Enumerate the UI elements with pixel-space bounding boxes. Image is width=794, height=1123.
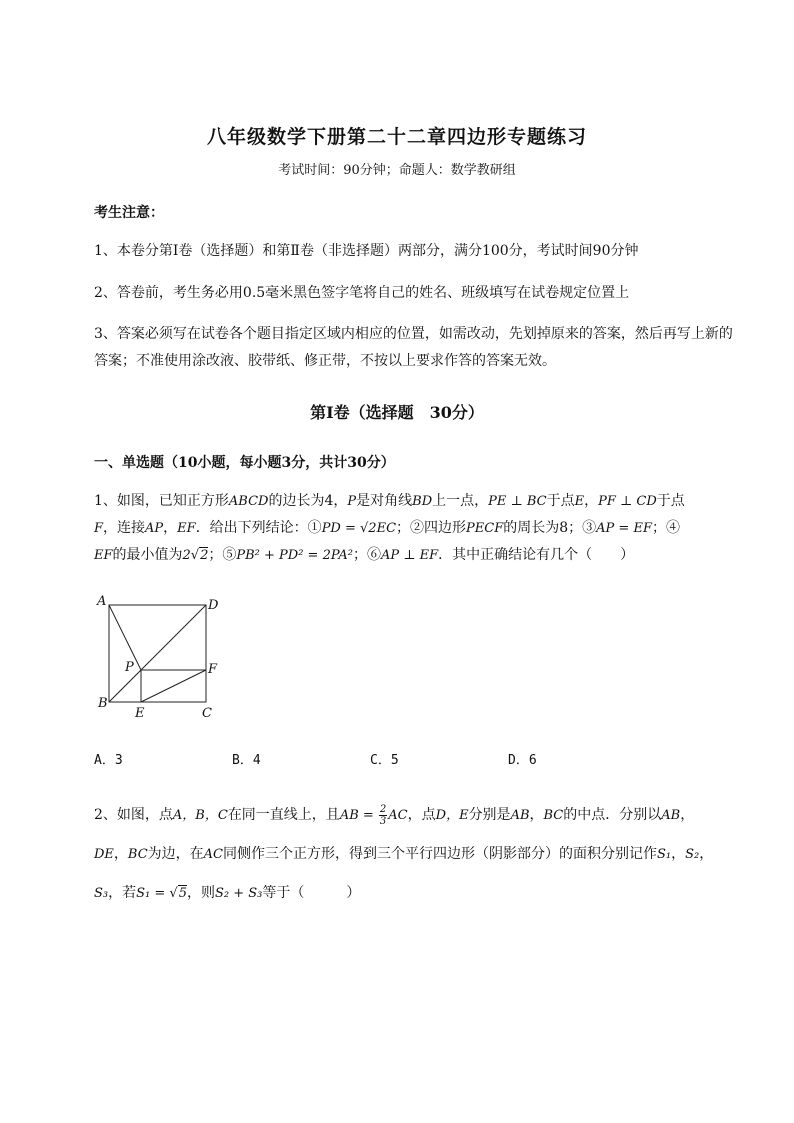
q1-text: 上一点， xyxy=(432,493,489,509)
label-c: C xyxy=(202,706,212,721)
q2-math: AC xyxy=(203,847,224,862)
q2-text: 分别是 xyxy=(468,807,511,823)
q1-math: PECF xyxy=(466,521,504,536)
q2-text: 在同一直线上，且 xyxy=(227,807,340,823)
q1-text: 的边长为4， xyxy=(268,493,348,509)
q1-text: ；②四边形 xyxy=(396,520,467,536)
q2-text: 等于（ ） xyxy=(262,885,361,901)
q2-math: A，B，C xyxy=(172,808,228,823)
part-heading: 一、单选题（10小题，每小题3分，共计30分） xyxy=(94,455,395,471)
q2-math: 5 xyxy=(178,886,187,901)
q2-math: S₁ = xyxy=(136,886,170,901)
q1-text: ．其中正确结论有几个（ ） xyxy=(438,547,635,563)
fraction-two-thirds xyxy=(379,804,387,827)
label-b: B xyxy=(98,696,108,711)
q1-text: 1、如图，已知正方形 xyxy=(94,493,229,509)
q1-text: ，连接 xyxy=(103,520,146,536)
q1-math: 2 xyxy=(200,548,209,563)
q1-math: PF ⊥ CD xyxy=(598,494,657,509)
q1-text: 的最小值为 xyxy=(112,547,183,563)
label-p: P xyxy=(125,660,134,675)
page-subtitle: 考试时间：90分钟；命题人：数学教研组 xyxy=(278,163,516,178)
label-d: D xyxy=(208,598,219,613)
q1-text: 于点 xyxy=(546,493,575,509)
label-f: F xyxy=(208,662,218,677)
q2-math: S₂ + S₃ xyxy=(214,886,263,901)
q1-text: ；④ xyxy=(651,520,680,536)
q2-text: ，点 xyxy=(407,807,436,823)
q1-math: E xyxy=(574,494,585,509)
segment-ef xyxy=(141,670,206,702)
q1-math: AP = EF xyxy=(596,521,652,536)
notice-item-3: 3、答案必须写在试卷各个题目指定区域内相应的位置，如需改动，先划掉原来的答案，然后再写上新的答案；不准使用涂改液、胶带纸、修正带，不按以上要求作答的答案无效。 xyxy=(94,326,733,369)
q1-math: BD xyxy=(412,494,433,509)
q1-text: 是对角线 xyxy=(356,493,413,509)
q1-math: EF xyxy=(94,548,113,563)
q2-text: ， xyxy=(113,846,128,862)
q1-math: F xyxy=(94,521,104,536)
page-title: 八年级数学下册第二十二章四边形专题练习 xyxy=(206,126,587,148)
q2-math: S₂ xyxy=(685,847,700,862)
square-figure xyxy=(94,592,234,727)
q1-math: 2 xyxy=(182,548,191,563)
q2-text: ， xyxy=(671,846,686,862)
q1-math: PD = xyxy=(321,521,361,536)
label-a: A xyxy=(97,594,107,609)
notice-heading: 考生注意： xyxy=(94,205,164,221)
option-c[interactable]: C．5 xyxy=(370,753,399,768)
q2-math: S₁ xyxy=(657,847,672,862)
q2-text: 为边，在 xyxy=(147,846,204,862)
q1-math: AP xyxy=(145,521,164,536)
option-d[interactable]: D．6 xyxy=(508,753,537,768)
q1-math: P xyxy=(347,494,357,509)
option-b[interactable]: B．4 xyxy=(232,753,261,768)
q2-math: S₃ xyxy=(94,886,109,901)
q2-math: AB xyxy=(661,808,681,823)
question-1-text: 1、如图，已知正方形ABCD的边长为4，P是对角线BD上一点，PE ⊥ BC于点E，PF ⊥ CD于点 F，连接AP，EF．给出下列结论：①PD = √2EC；②四边形PECF的周长为8；③AP = EF；④ EF的最小值为2√2；⑤PB² + PD² = 2PA²；⑥AP ⊥ EF．其中正确结论有几个（ ） xyxy=(94,493,685,563)
q1-math: √2 xyxy=(360,521,377,536)
fraction-numerator: 2 xyxy=(379,803,387,815)
section-title: 第I卷（选择题 30分） xyxy=(310,403,484,422)
notice-item-2: 2、答卷前，考生务必用0.5毫米黑色签字笔将自己的姓名、班级填写在试卷规定位置上 xyxy=(94,285,630,301)
q1-math: EC xyxy=(376,521,397,536)
q2-math: BC xyxy=(127,847,148,862)
q2-math: DE xyxy=(94,847,114,862)
q2-math: AC xyxy=(388,808,408,823)
diagonal-bd xyxy=(109,605,206,702)
q2-text: ， xyxy=(680,807,695,823)
notice-item-1: 1、本卷分第I卷（选择题）和第Ⅱ卷（非选择题）两部分，满分100分，考试时间90分钟 xyxy=(94,243,639,259)
option-a[interactable]: A．3 xyxy=(94,753,123,768)
q2-text: ， xyxy=(529,807,544,823)
q2-math: AB = xyxy=(339,808,378,823)
q1-math: PB² + PD² = 2PA² xyxy=(236,548,354,563)
q1-math: EF xyxy=(177,521,196,536)
q1-text: ；⑥ xyxy=(353,547,382,563)
fraction-denominator: 3 xyxy=(379,815,387,827)
q2-text: ，则 xyxy=(186,885,215,901)
q1-text: ， xyxy=(584,493,599,509)
q2-math: BC xyxy=(543,808,564,823)
q1-text: 于点 xyxy=(656,493,685,509)
q1-text: ；⑤ xyxy=(208,547,237,563)
q1-text: 的周长为8；③ xyxy=(503,520,597,536)
q2-math: D，E xyxy=(435,808,469,823)
q1-math: AP ⊥ EF xyxy=(381,548,439,563)
q2-text: ， xyxy=(699,846,714,862)
q1-text: ．给出下列结论：① xyxy=(195,520,322,536)
q2-math: AB xyxy=(510,808,530,823)
q1-math: PE ⊥ BC xyxy=(488,494,547,509)
q2-text: 同侧作三个正方形，得到三个平行四边形（阴影部分）的面积分别记作 xyxy=(223,846,658,862)
q2-text: 2、如图，点 xyxy=(94,807,173,823)
question-2-text: 2、如图，点A，B，C在同一直线上，且AB = $\frac{2}{3}$ AC，点D，E分别是AB，BC的中点．分别以AB， DE，BC为边，在AC同侧作三个正方形，得到三个平行四边形（阴影部分）的面积分别记作S₁，S₂， S₃，若S₁ = √5，则S₂ + S₃等于（ ） xyxy=(94,803,714,901)
label-e: E xyxy=(135,706,145,721)
q1-text: ， xyxy=(163,520,178,536)
q1-math: ABCD xyxy=(228,494,269,509)
q2-text: 的中点．分别以 xyxy=(563,807,662,823)
q2-text: ，若 xyxy=(108,885,137,901)
